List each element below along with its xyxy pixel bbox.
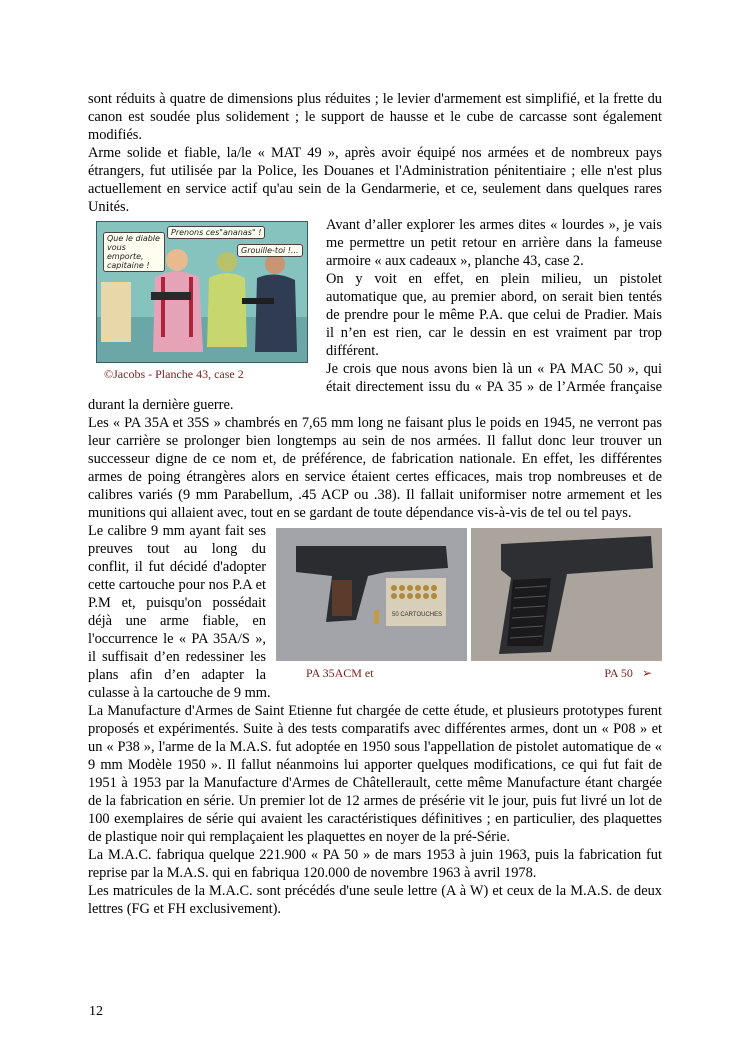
paragraph: La Manufacture d'Armes de Saint Etienne fut chargée de cette étude, et plusieurs prototypes furent proposés et expérimentés. Suite à des tests comparatifs avec différentes armes, dont un « P08 » et un « P38 », l'arme de la M.A.S. fut adoptée en 1950 sous l'appellation de pistolet automatique de « 9 mm Modèle 1950 ». Il fallut néanmoins lui apporter quelques modifications, ce qui fut fait de 1951 à 1953 par la Manufacture d'Armes de Châtellerault, cette même Manufacture étant chargée de la fabrication en série. Un premier lot de 12 armes de présérie vit le jour, puis fut livré un lot de 100 exemplaires de série qui avaient les caractéristiques définitives ; en particulier, des plaquettes de plastique noir qui remplaçaient les plaquettes en noyer de la pré-Série. <box>88 703 662 845</box>
paragraph: Arme solide et fiable, la/le « MAT 49 », après avoir équipé nos armées et de nombreux pays étrangers, fut utilisée par la Police, les Douanes et l'Administration pénitentiaire ; elle n'est plus actuellement en service actif qu'au sein de la Gendarmerie, et ce, seulement dans quelques rares Unités. <box>88 145 662 215</box>
comic-figure <box>96 221 314 383</box>
paragraph: La M.A.C. fabriqua quelque 221.900 « PA 50 » de mars 1953 à juin 1963, puis la fabrication fut reprise par la M.A.S. qui en fabriqua 120.000 de novembre 1963 à avril 1978. <box>88 847 662 881</box>
pistol-pa50-illustration <box>471 528 662 661</box>
comic-panel-image <box>96 221 308 363</box>
figure-caption-left: PA 35ACM et <box>306 666 374 680</box>
page-number: 12 <box>89 1004 103 1019</box>
pistol-photo-pa35acm <box>276 528 467 661</box>
paragraph: Les matricules de la M.A.C. sont précédés d'une seule lettre (A à W) et ceux de la M.A.S. de deux lettres (FG et FH exclusivement). <box>88 883 662 917</box>
speech-bubble: Prenons ces"ananas" ! <box>167 226 265 239</box>
figure-caption-right: PA 50 <box>604 666 633 680</box>
paragraph: Avant d’aller explorer les armes dites « lourdes », je vais me permettre un petit retour en arrière dans la fameuse armoire « aux cadeaux », planche 43, case 2. <box>326 217 662 269</box>
paragraph: Le calibre 9 mm ayant fait ses preuves tout au long du conflit, il fut décidé d'adopter cette cartouche pour nos P.A et P.M et, puisqu'on possédait déjà une arme fiable, en l'occurrence le « PA 35A/S », il suffisait d’en redessiner les plans afin d’en adapter la culasse à la cartouche de 9 mm. <box>88 523 271 701</box>
pistol-figure <box>276 528 662 682</box>
paragraph: Les « PA 35A et 35S » chambrés en 7,65 mm long ne faisant plus le poids en 1945, ne verront pas leur carrière se prolonger bien longtemps au sein de nos armées. Il fallut donc leur trouver un successeur digne de ce nom et, de préférence, de fabrication nationale. En effet, les différentes armes de poing étrangères alors en service étaient certes efficaces, mais trop nombreuses et de calibres variés (9 mm Parabellum, .45 ACP ou .38). Il fallait uniformiser notre armement et les munitions qui allaient avec, tout en se gardant de toute dépendance vis-à-vis de tel ou tel pays. <box>88 415 662 521</box>
speech-bubble: Grouille-toi !... <box>237 244 303 257</box>
paragraph: Je crois que nous avons bien là un « PA MAC 50 », qui était directement issu du « PA 35 » de l’Armée française durant la dernière guerre. <box>88 361 662 413</box>
pistol-and-ammo-illustration <box>276 528 467 661</box>
paragraph: On y voit en effet, en plein milieu, un pistolet automatique que, au premier abord, on serait bien tentés de prendre pour le même P.A. que celui de Pradier. Mais il n’en est rien, car le dessin en est vraiment par trop différent. <box>326 271 662 359</box>
ammo-box-label: 50 CARTOUCHES <box>392 612 443 618</box>
paragraph: sont réduits à quatre de dimensions plus réduites ; le levier d'armement est simplifié, et la frette du canon est soudée plus solidement ; le support de hausse et le cube de carcasse sont également modifiés. <box>88 91 662 143</box>
pistol-photo-pa50 <box>471 528 662 661</box>
speech-bubble: Que le diable vous emporte, capitaine ! <box>103 232 165 272</box>
page-body <box>88 90 662 918</box>
figure-caption: ©Jacobs - Planche 43, case 2 <box>104 367 244 381</box>
arrow-right-icon: ➢ <box>641 666 652 680</box>
